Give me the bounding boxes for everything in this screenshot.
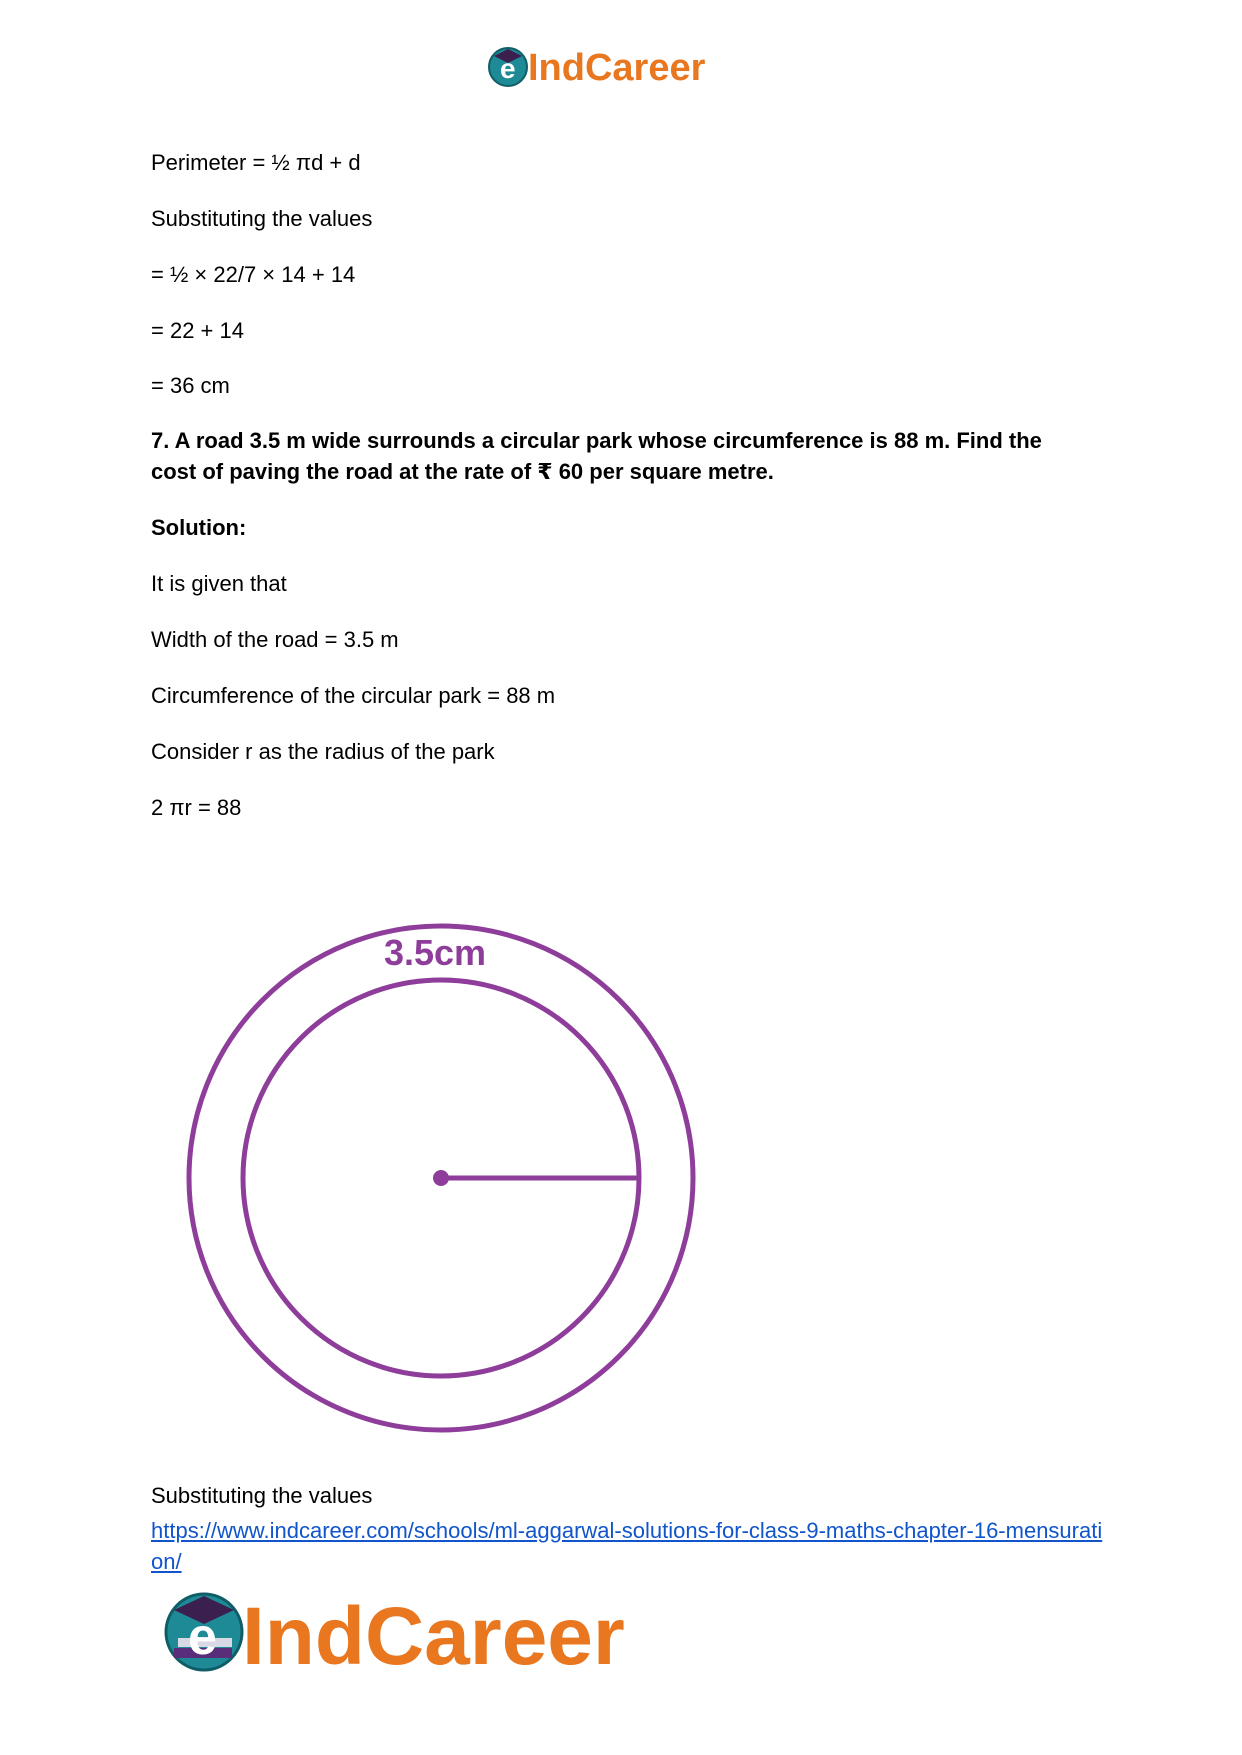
text-line-result: = 36 cm — [151, 373, 230, 398]
text-line-substituting-2: Substituting the values — [151, 1483, 373, 1508]
indcareer-logo-top — [486, 42, 766, 92]
text-line-perimeter: Perimeter = ½ πd + d — [151, 150, 361, 175]
logo-initial: e — [500, 53, 516, 84]
question-7: 7. A road 3.5 m wide surrounds a circular park whose circumference is 88 m. Find the cost of paving the road at the rate of ₹ 60 per square metre. — [151, 428, 1042, 484]
text-line-radius: Consider r as the radius of the park — [151, 739, 495, 764]
indcareer-logo-bottom — [160, 1586, 710, 1676]
text-line-equation: 2 πr = 88 — [151, 795, 242, 820]
text-line-calc-2: = 22 + 14 — [151, 318, 244, 343]
road-width-label: 3.5cm — [383, 932, 487, 973]
text-line-substituting: Substituting the values — [151, 206, 373, 231]
logo-wordmark: IndCareer — [242, 1591, 625, 1676]
center-point — [433, 1170, 449, 1186]
solution-label: Solution: — [151, 515, 247, 540]
text-line-circumference: Circumference of the circular park = 88 m — [151, 683, 556, 708]
logo-initial: e — [188, 1608, 217, 1666]
text-line-given: It is given that — [151, 571, 287, 596]
logo-wordmark: IndCareer — [528, 47, 706, 89]
circular-park-figure — [180, 915, 700, 1435]
source-link[interactable]: https://www.indcareer.com/schools/ml-aggarwal-solutions-for-class-9-maths-chapter-16-mensuration/ — [151, 1518, 1103, 1574]
text-line-calc-1: = ½ × 22/7 × 14 + 14 — [151, 262, 356, 287]
text-line-width: Width of the road = 3.5 m — [151, 627, 399, 652]
